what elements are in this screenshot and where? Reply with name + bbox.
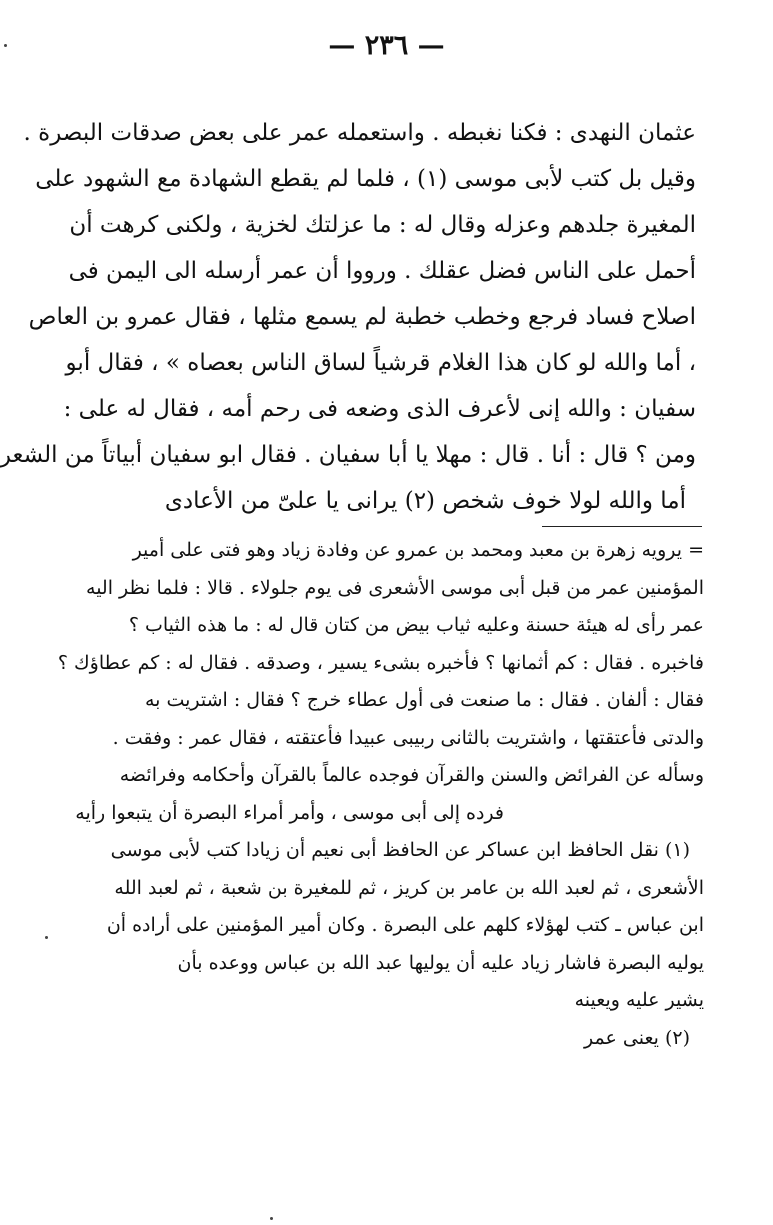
footnote-1-line: يوليه البصرة فاشار زياد عليه أن يوليها عبد الله بن عباس ووعده بأن <box>177 951 704 974</box>
page-number: — ٢٣٦ — <box>328 30 445 61</box>
poem-verse-line: أما والله لولا خوف شخص (٢) يرانى يا علىّ من الأعادى <box>164 488 686 514</box>
footnote-1-line: الأشعرى ، ثم لعبد الله بن عامر بن كريز ، ثم للمغيرة بن شعبة ، ثم لعبد الله <box>114 876 704 899</box>
main-text-line: ومن ؟ قال : أنا . قال : مهلا يا أبا سفيان . فقال ابو سفيان أبياتاً من الشعر <box>0 442 696 468</box>
footnote-1-line: (١) نقل الحافظ ابن عساكر عن الحافظ أبى نعيم أن زيادا كتب لأبى موسى <box>110 839 690 861</box>
footnote-1-line: يشير عليه ويعينه <box>574 989 704 1011</box>
footnote-line: فاخبره . فقال : كم أثمانها ؟ فأخبره بشىء يسير ، وصدقه . فقال له : كم عطاؤك ؟ <box>57 651 704 674</box>
footnote-2-line: (٢) يعنى عمر <box>584 1026 690 1049</box>
footnote-line: وسأله عن الفرائض والسنن والقرآن فوجده عالماً بالقرآن وأحكامه وفرائضه <box>119 764 704 786</box>
footnote-separator-rule <box>542 526 702 527</box>
footnote-line: عمر رأى له هيئة حسنة وعليه ثياب بيض من كتان قال له : ما هذه الثياب ؟ <box>128 614 704 636</box>
footnote-line: والدتى فأعتقتها ، واشتريت بالثانى ربيبى عبيدا فأعتقته ، فقال عمر : وفقت . <box>112 726 704 749</box>
main-text-line: عثمان النهدى : فكنا نغبطه . واستعمله عمر على بعض صدقات البصرة . <box>23 120 696 146</box>
footnote-line: فرده إلى أبى موسى ، وأمر أمراء البصرة أن يتبعوا رأيه <box>75 801 504 824</box>
main-text-line: وقيل بل كتب لأبى موسى (١) ، فلما لم يقطع الشهادة مع الشهود على <box>35 166 696 192</box>
margin-speck <box>270 1217 273 1220</box>
main-text-line: سفيان : والله إنى لأعرف الذى وضعه فى رحم أمه ، فقال له على : <box>63 396 696 422</box>
main-text-block <box>0 110 696 524</box>
main-text-line: المغيرة جلدهم وعزله وقال له : ما عزلتك لخزية ، ولكنى كرهت أن <box>69 212 696 238</box>
margin-speck <box>45 936 48 939</box>
footnote-1-line: ابن عباس ـ كتب لهؤلاء كلهم على البصرة . وكان أمير المؤمنين على أراده أن <box>106 914 704 936</box>
footnote-line: المؤمنين عمر من قبل أبى موسى الأشعرى فى يوم جلولاء . قالا : فلما نظر اليه <box>86 576 704 599</box>
main-text-line: أحمل على الناس فضل عقلك . ورووا أن عمر أرسله الى اليمن فى <box>68 258 696 284</box>
footnotes-block <box>57 532 704 1057</box>
main-text-line: ، أما والله لو كان هذا الغلام قرشياً لساق الناس بعصاه » ، فقال أبو <box>65 350 696 376</box>
margin-speck <box>4 44 7 47</box>
footnote-line: فقال : ألفان . فقال : ما صنعت فى أول عطاء خرج ؟ فقال : اشتريت به <box>144 689 704 711</box>
main-text-line: اصلاح فساد فرجع وخطب خطبة لم يسمع مثلها ، فقال عمرو بن العاص <box>28 304 696 330</box>
footnote-line: = يرويه زهرة بن معبد ومحمد بن عمرو عن وفادة زياد وهو فتى على أمير <box>132 539 704 561</box>
